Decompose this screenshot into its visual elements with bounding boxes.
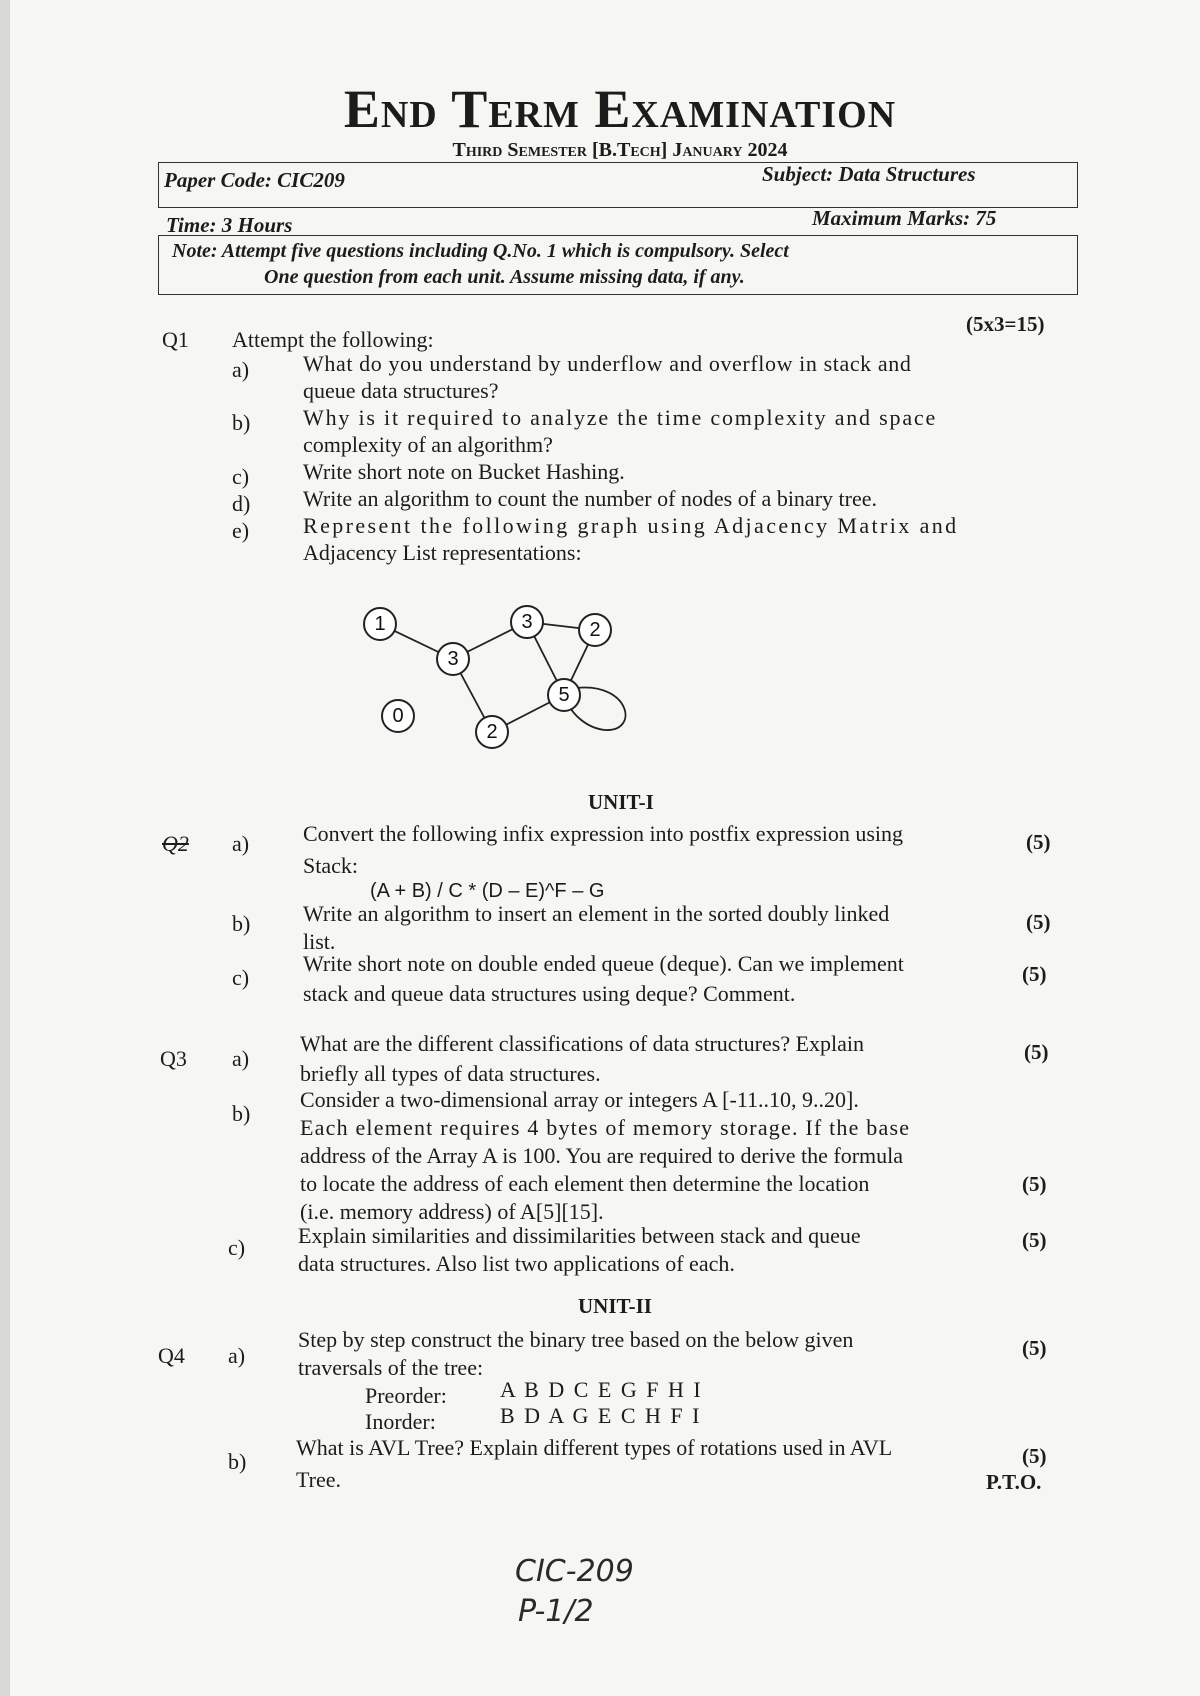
q3b-line-1: Consider a two-dimensional array or integers A [-11..10, 9..20]. [300, 1087, 859, 1112]
q1e-line-2: Adjacency List representations: [303, 540, 582, 565]
preorder-sequence: A B D C E G F H I [500, 1377, 703, 1402]
q2a-line-1: Convert the following infix expression into postfix expression using [303, 821, 904, 846]
subject: Subject: Data Structures [762, 162, 976, 186]
q2c-marks: (5) [1022, 962, 1047, 986]
q1a-label: a) [232, 357, 250, 382]
q3b-line-5: (i.e. memory address) of A[5][15]. [300, 1199, 604, 1224]
q2c-label: c) [232, 965, 250, 990]
q4b-label: b) [228, 1449, 247, 1474]
q2b-label: b) [232, 911, 251, 936]
q1c-label: c) [232, 464, 250, 489]
preorder-label: Preorder: [365, 1383, 447, 1408]
handwritten-paper-code: CIC-209 [515, 1554, 634, 1589]
q3-number: Q3 [160, 1046, 187, 1071]
q1b-line-2: complexity of an algorithm? [303, 432, 553, 457]
q3b-label: b) [232, 1101, 251, 1126]
q4a-label: a) [228, 1343, 246, 1368]
q3b-line-2: Each element requires 4 bytes of memory storage. If the base [300, 1115, 911, 1140]
graph-node-3-left-label: 3 [447, 648, 459, 670]
q2c-line-1: Write short note on double ended queue (deque). Can we implement [303, 951, 904, 976]
q1a-line-2: queue data structures? [303, 378, 499, 403]
q4b-line-2: Tree. [296, 1467, 342, 1492]
q4a-marks: (5) [1022, 1336, 1047, 1360]
q2b-line-1: Write an algorithm to insert an element in the sorted doubly linked [303, 901, 890, 926]
q2a-expression: (A + B) / C * (D – E)^F – G [370, 880, 605, 902]
q4-number: Q4 [158, 1343, 185, 1368]
note-line-1: Note: Attempt five questions including Q.No. 1 which is compulsory. Select [172, 240, 789, 262]
q3a-line-2: briefly all types of data structures. [300, 1061, 601, 1086]
q1d-label: d) [232, 491, 251, 516]
unit-2-heading: UNIT-II [578, 1294, 652, 1318]
q2-number: Q2 [162, 831, 189, 856]
graph-node-2-right-label: 2 [589, 619, 601, 641]
paper-code: Paper Code: CIC209 [164, 168, 345, 192]
q2b-line-2: list. [303, 929, 336, 954]
q4a-line-2: traversals of the tree: [298, 1355, 484, 1380]
q1-marks: (5x3=15) [966, 312, 1045, 336]
q1e-label: e) [232, 518, 250, 543]
exam-subtitle: Third Semester [B.Tech] January 2024 [452, 139, 788, 161]
q1e-line-1: Represent the following graph using Adjacency Matrix and [303, 513, 959, 538]
q3b-marks: (5) [1022, 1172, 1047, 1196]
q2a-line-2: Stack: [303, 853, 358, 878]
q3a-label: a) [232, 1046, 250, 1071]
q4a-line-1: Step by step construct the binary tree based on the below given [298, 1327, 854, 1352]
q1d-text: Write an algorithm to count the number of nodes of a binary tree. [303, 486, 877, 511]
q2a-marks: (5) [1026, 830, 1051, 854]
q2c-line-2: stack and queue data structures using deque? Comment. [303, 981, 796, 1006]
graph-node-3-top-label: 3 [521, 611, 533, 633]
q4b-marks: (5) [1022, 1444, 1047, 1468]
q1a-line-1: What do you understand by underflow and overflow in stack and [303, 351, 912, 376]
q1b-line-1: Why is it required to analyze the time complexity and space [303, 405, 938, 430]
q3a-marks: (5) [1024, 1040, 1049, 1064]
q3c-marks: (5) [1022, 1228, 1047, 1252]
q3c-line-1: Explain similarities and dissimilarities between stack and queue [298, 1223, 861, 1248]
maximum-marks: Maximum Marks: 75 [812, 206, 997, 230]
q3c-label: c) [228, 1235, 246, 1260]
graph-node-5-label: 5 [558, 684, 570, 706]
graph-node-0-label: 0 [392, 705, 404, 727]
q3b-line-3: address of the Array A is 100. You are required to derive the formula [300, 1143, 904, 1168]
graph-diagram [340, 592, 640, 762]
q2b-marks: (5) [1026, 910, 1051, 934]
q1-intro: Attempt the following: [232, 327, 434, 352]
q1c-text: Write short note on Bucket Hashing. [303, 459, 625, 484]
q1-number: Q1 [162, 327, 189, 352]
exam-title: End Term Examination [343, 79, 897, 139]
q4b-line-1: What is AVL Tree? Explain different types of rotations used in AVL [296, 1435, 893, 1460]
scan-edge [0, 0, 10, 1696]
time-allowed: Time: 3 Hours [166, 213, 293, 237]
graph-node-2-bottom-label: 2 [486, 721, 498, 743]
q1b-label: b) [232, 410, 251, 435]
q2a-label: a) [232, 831, 250, 856]
please-turn-over: P.T.O. [986, 1470, 1042, 1494]
note-line-2: One question from each unit. Assume missing data, if any. [264, 266, 745, 288]
graph-node-1-label: 1 [374, 613, 386, 635]
inorder-sequence: B D A G E C H F I [500, 1403, 702, 1428]
q3c-line-2: data structures. Also list two applications of each. [298, 1251, 735, 1276]
q3a-line-1: What are the different classifications of data structures? Explain [300, 1031, 865, 1056]
handwritten-page-number: P-1/2 [518, 1594, 594, 1629]
unit-1-heading: UNIT-I [588, 790, 654, 814]
q3b-line-4: to locate the address of each element then determine the location [300, 1171, 870, 1196]
inorder-label: Inorder: [365, 1409, 436, 1434]
